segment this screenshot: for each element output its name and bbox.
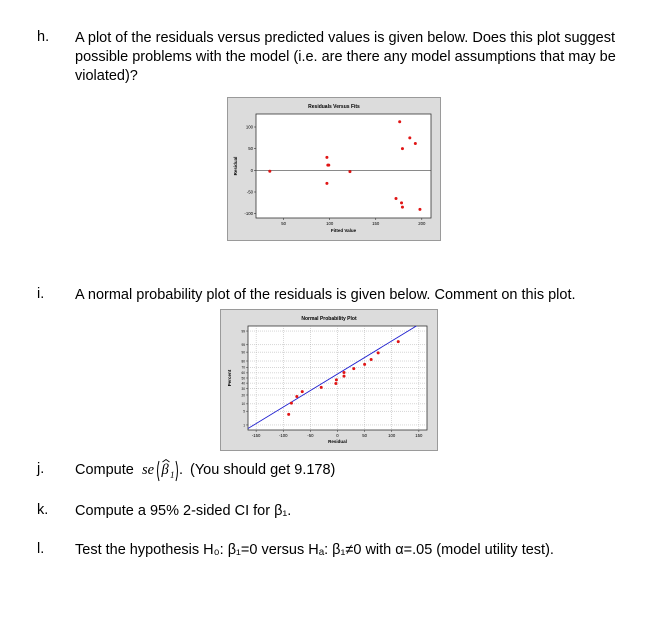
y-axis-label: Percent	[227, 369, 232, 387]
x-tick-label: 50	[281, 221, 287, 226]
question-line: violated)?	[75, 68, 138, 84]
data-point	[408, 136, 411, 139]
beta-symbol: β	[161, 462, 169, 478]
question-letter: i.	[37, 286, 45, 302]
data-point	[377, 351, 380, 354]
y-tick-label: 40	[241, 381, 245, 386]
data-point	[414, 142, 417, 145]
x-tick-label: -150	[251, 433, 261, 438]
x-axis-label: Residual	[328, 439, 347, 444]
y-axis-label: Residual	[233, 156, 238, 176]
data-point	[334, 382, 337, 385]
y-tick-label: 0	[250, 167, 253, 173]
data-point	[295, 395, 298, 398]
data-point	[268, 170, 271, 173]
residuals-vs-fits-chart	[228, 98, 440, 240]
question-letter: l.	[37, 541, 45, 557]
data-point	[327, 164, 330, 167]
data-point	[343, 371, 346, 374]
question-line: A normal probability plot of the residuals is given below. Comment on this plot.	[75, 287, 576, 303]
data-point	[395, 197, 398, 200]
normal-probability-figure	[220, 309, 438, 451]
data-point	[343, 375, 346, 378]
y-tick-label: 5	[243, 409, 245, 414]
x-tick-label: 150	[372, 221, 380, 226]
x-tick-label: -50	[307, 433, 314, 438]
se-beta-hat-formula	[142, 453, 186, 483]
chart-title: Normal Probability Plot	[301, 316, 357, 322]
x-axis-label: Fitted Value	[330, 228, 357, 233]
question-line: A plot of the residuals versus predicted values is given below. Does this plot suggest	[75, 30, 616, 46]
svg-text:.: .	[179, 462, 184, 478]
x-tick-label: -100	[278, 433, 288, 438]
data-point	[401, 206, 404, 209]
x-tick-label: 200	[418, 221, 426, 226]
x-tick-label: 150	[415, 433, 423, 438]
data-point	[397, 340, 400, 343]
y-tick-label: 50	[248, 146, 253, 152]
beta-subscript: 1	[170, 470, 175, 480]
x-tick-label: 100	[326, 221, 334, 226]
plot-area	[256, 114, 431, 218]
y-tick-label: 80	[241, 359, 245, 364]
data-point	[287, 413, 290, 416]
y-tick-label: 10	[241, 402, 245, 407]
y-tick-label: 60	[241, 371, 245, 376]
y-tick-label: 90	[241, 350, 245, 355]
question-letter: j.	[37, 461, 45, 477]
question-letter: k.	[37, 502, 49, 518]
compute-label: Compute	[75, 462, 134, 478]
data-point	[320, 386, 323, 389]
y-tick-label: 70	[241, 365, 245, 370]
data-point	[400, 201, 403, 204]
y-tick-label: -100	[244, 211, 253, 217]
chart-title: Residuals Versus Fits	[308, 104, 360, 110]
y-tick-label: 99	[241, 329, 245, 334]
y-tick-label: 20	[241, 393, 245, 398]
data-point	[363, 363, 366, 366]
data-point	[398, 120, 401, 123]
y-tick-label: 50	[241, 376, 245, 381]
y-tick-label: 95	[241, 343, 245, 348]
residuals-vs-fits-figure	[227, 97, 441, 241]
x-tick-label: 100	[388, 433, 396, 438]
y-tick-label: 100	[245, 124, 253, 130]
x-tick-label: 50	[362, 433, 368, 438]
y-tick-label: 30	[241, 386, 245, 391]
x-tick-label: 0	[336, 433, 339, 438]
question-line: Test the hypothesis H₀: β₁=0 versus Hₐ: β₁≠0 with α=.05 (model utility test).	[75, 542, 554, 558]
y-tick-label: 1	[243, 423, 245, 428]
data-point	[352, 367, 355, 370]
data-point	[301, 390, 304, 393]
data-point	[348, 170, 351, 173]
data-point	[335, 378, 338, 381]
normal-probability-chart	[221, 310, 437, 450]
question-line: Compute a 95% 2-sided CI for β₁.	[75, 503, 292, 519]
question-line: possible problems with the model (i.e. are there any model assumptions that may be	[75, 49, 616, 65]
data-point	[418, 208, 421, 211]
data-point	[370, 358, 373, 361]
data-point	[325, 156, 328, 159]
expected-answer-note: (You should get 9.178)	[190, 462, 336, 478]
y-tick-label: -50	[246, 189, 253, 195]
data-point	[325, 182, 328, 185]
data-point	[401, 147, 404, 150]
se-text: se	[142, 462, 155, 478]
data-point	[290, 402, 293, 405]
question-letter: h.	[37, 29, 50, 45]
